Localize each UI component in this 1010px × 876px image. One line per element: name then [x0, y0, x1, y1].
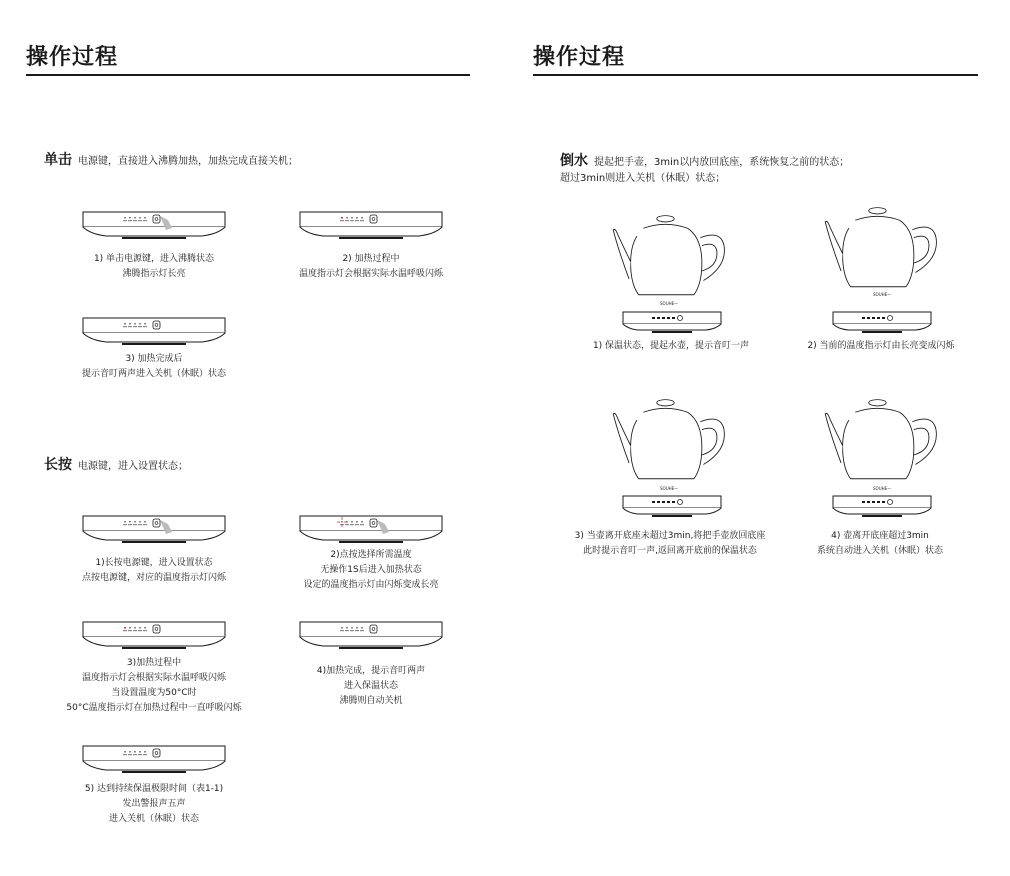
kettle-base-1 — [622, 311, 722, 333]
pour-step-2-caption: 2) 当前的温度指示灯由长亮变成闪烁 — [807, 341, 955, 351]
brand-label: SOUHE— — [873, 486, 892, 491]
brand-label: SOUHE— — [660, 301, 679, 306]
long-press-desc: 电源键，进入设置状态； — [78, 461, 188, 472]
single-press-desc: 电源键，直接进入沸腾加热，加热完成直接关机； — [78, 156, 298, 167]
red-led-icon — [341, 217, 343, 219]
kettle-on-base-4 — [808, 398, 958, 493]
single-press-heading: 单击 — [44, 152, 72, 168]
base-illustration-single-2 — [299, 210, 443, 240]
single-press-section — [44, 152, 298, 170]
pour-step-4-caption: 4) 壶离开底座超过3min 系统自动进入关机（休眠）状态 — [816, 531, 943, 556]
long-step-4-caption: 4)加热完成，提示音叮两声 进入保温状态 沸腾则自动关机 — [316, 666, 426, 706]
long-step-3-caption: 3)加热过程中 温度指示灯会根据实际水温呼吸闪烁 当设置温度为50°C时 50°C温度指示灯在加热过程中一直呼吸闪烁 — [66, 658, 242, 713]
brand-label: SOUHE— — [660, 486, 679, 491]
right-page-title: 操作过程 — [533, 45, 626, 70]
kettle-lifted-2 — [808, 206, 958, 301]
single-step-1-caption: 1) 单击电源键，进入沸腾状态 沸腾指示灯长亮 — [93, 254, 215, 279]
kettle-on-base-3 — [596, 398, 746, 493]
long-step-2-caption: 2)点按选择所需温度 无操作1S后进入加热状态 设定的温度指示灯由闪烁变成长亮 — [303, 550, 439, 590]
long-step-5-caption: 5) 达到持续保温极限时间（表1-1) 发出警报声五声 进入关机（休眠）状态 — [84, 784, 224, 824]
single-step-3-caption: 3) 加热完成后 提示音叮两声进入关机（休眠）状态 — [81, 354, 226, 379]
kettle-base-3 — [622, 495, 722, 517]
kettle-lifted-1 — [596, 214, 746, 309]
pour-section — [560, 153, 849, 187]
long-press-heading: 长按 — [44, 457, 72, 473]
base-illustration-long-4 — [299, 620, 443, 650]
pour-desc-1: 提起把手壶，3min以内放回底座，系统恢复之前的状态； — [594, 157, 850, 168]
base-illustration-long-5 — [82, 744, 226, 774]
right-title-rule — [533, 74, 978, 76]
base-illustration-long-2 — [299, 514, 443, 544]
single-step-2-caption: 2) 加热过程中 温度指示灯会根据实际水温呼吸闪烁 — [298, 254, 443, 279]
kettle-base-4 — [832, 495, 932, 517]
brand-label: SOUHE— — [873, 292, 892, 297]
red-led-icon — [124, 627, 126, 629]
pour-desc-2: 超过3min则进入关机（休眠）状态； — [560, 173, 726, 184]
base-illustration-long-1 — [82, 514, 226, 544]
base-illustration-long-3 — [82, 620, 226, 650]
pour-step-1-caption: 1) 保温状态，提起水壶，提示音叮一声 — [592, 341, 750, 351]
long-press-section — [44, 457, 188, 475]
pour-heading: 倒水 — [560, 153, 588, 169]
long-step-1-caption: 1)长按电源键，进入设置状态 点按电源键，对应的温度指示灯闪烁 — [81, 558, 226, 583]
left-page-title: 操作过程 — [26, 45, 119, 70]
pour-step-3-caption: 3) 当壶离开底座未超过3min,将把手壶放回底座 此时提示音叮一声,返回离开底前的保温状态 — [574, 531, 766, 556]
base-illustration-single-1 — [82, 210, 226, 240]
base-illustration-single-3 — [82, 316, 226, 346]
kettle-base-2 — [832, 311, 932, 333]
left-title-rule — [26, 74, 470, 76]
